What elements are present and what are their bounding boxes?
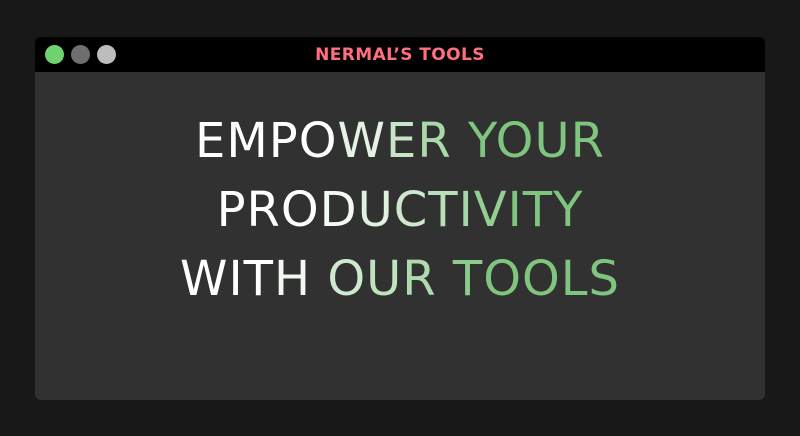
hero-headline bbox=[35, 107, 765, 314]
window-title: NERMAL’S TOOLS bbox=[315, 45, 485, 65]
app-window bbox=[35, 37, 765, 400]
title-bar bbox=[35, 37, 765, 72]
headline-line-1: EMPOWER YOUR bbox=[195, 113, 605, 169]
headline-line-2: PRODUCTIVITY bbox=[216, 182, 584, 238]
headline-line-3: WITH OUR TOOLS bbox=[180, 251, 620, 307]
